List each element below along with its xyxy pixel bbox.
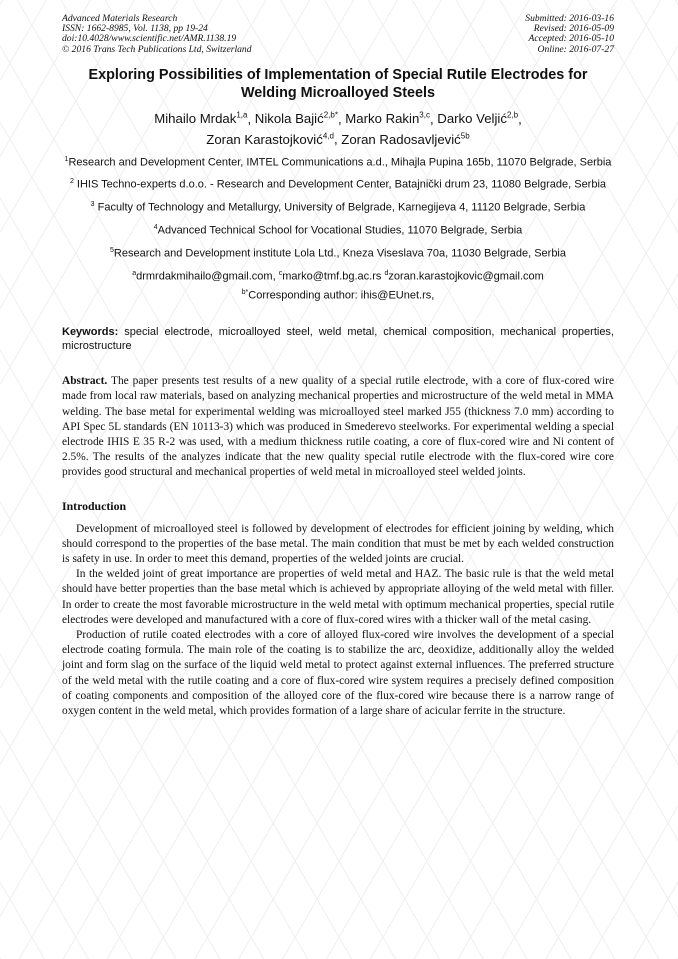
paragraph: In the welded joint of great importance are properties of weld metal and HAZ. The basic rule is that the weld metal should have better properties than the base metal which is achieved by appropriate alloying of the weld metal with filler. In order to create the most favorable microstructure in the weld metal with optimum mechanical properties, special rutile electrodes were developed and manufactured with a core of flux-cored wires with a thicker wall of the metal casing. — [62, 568, 614, 626]
email-link[interactable]: zoran.karastojkovic@gmail.com — [388, 270, 544, 283]
section-heading-introduction: Introduction — [62, 498, 127, 513]
affiliations — [62, 153, 614, 261]
affiliation: $^1$Research and Development Center, IMTEL Communications a.d., Mihajla Pupina 165b, 11070 Belgrade, Serbia — [64, 155, 612, 169]
author: Darko Veljić$^{2,b}$ — [437, 110, 519, 127]
issn: ISSN: 1662-8985, Vol. 1138, pp 19-24 — [62, 23, 208, 35]
author: Marko Rakin$^{3,c}$ — [345, 110, 430, 127]
email-link[interactable]: marko@tmf.bg.ac.rs — [282, 270, 385, 283]
copyright: © 2016 Trans Tech Publications Ltd, Switzerland — [62, 43, 252, 55]
journal-header — [62, 14, 614, 55]
affiliation: $^5$Research and Development institute Lola Ltd., Kneza Viseslava 70a, 11030 Belgrade, Serbia — [109, 247, 566, 260]
doi: doi:10.4028/www.scientific.net/AMR.1138.19 — [62, 33, 237, 45]
keywords-text: special electrode, microalloyed steel, weld metal, chemical composition, mechanical properties, microstructure — [62, 326, 614, 353]
corresponding-author: $^{b*}$Corresponding author: ihis@EUnet.rs, — [241, 288, 435, 302]
dates-info — [525, 14, 614, 55]
paragraph: Development of microalloyed steel is followed by development of electrodes for efficient joining by welding, which should correspond to the properties of the base metal. The main condition that must be met by each welded construction is safety in use. In order to meet this demand, properties of the welded joints are crucial. — [62, 522, 614, 566]
affiliation: $^4$Advanced Technical School for Vocational Studies, 11070 Belgrade, Serbia — [153, 224, 523, 237]
paper-title: Exploring Possibilities of Implementation of Special Rutile Electrodes for Welding Microalloyed Steels — [88, 66, 588, 101]
abstract-label: Abstract. — [62, 375, 108, 388]
accepted-date: Accepted: 2016-05-10 — [528, 33, 614, 45]
journal-name: Advanced Materials Research — [62, 13, 178, 24]
introduction-body — [62, 522, 614, 720]
author: Zoran Karastojković$^{4,d}$ — [206, 131, 334, 147]
email-link[interactable]: drmrdakmihailo@gmail.com, — [136, 270, 279, 283]
affiliation: $^3$ Faculty of Technology and Metallurgy, University of Belgrade, Karnegijeva 4, 11120 Belgrade, Serbia — [90, 201, 586, 214]
journal-info — [62, 14, 252, 55]
submitted-date: Submitted: 2016-03-16 — [525, 13, 614, 24]
email-list: $^a$drmrdakmihailo@gmail.com, $^c$marko@tmf.bg.ac.rs $^d$zoran.karastojkovic@gmail.com — [132, 269, 544, 283]
keywords-label: Keywords: — [62, 326, 119, 339]
online-date: Online: 2016-07-27 — [537, 43, 614, 55]
author-list: Mihailo Mrdak$^{1,a}$, Nikola Bajić$^{2,b*}$, Marko Rakin$^{3,c}$, Darko Veljić$^{2,b}$, Zoran Karastojković$^{4,d}$, Zoran Radosavljević$^{5b}$ — [154, 110, 522, 147]
author: Nikola Bajić$^{2,b*}$ — [254, 110, 338, 127]
abstract — [62, 374, 614, 480]
keywords — [62, 325, 614, 353]
author: Mihailo Mrdak$^{1,a}$ — [154, 110, 248, 127]
abstract-text: The paper presents test results of a new quality of a special rutile electrode, with a core of flux-cored wire made from local raw materials, based on analyzing mechanical properties and microstructure of the weld metal in MMA welding. The base metal for experimental welding was microalloyed steel marked J55 (thickness 7.0 mm) according to API Spec 5L standards (EN 10113-3) which was produced in Smederevo steelworks. For experimental welding a special electrode IHIS E 35 R-2 was used, with a medium thickness rutile coating, a core of flux-cored wire and Ni content of 2.5%. The results of the analyzes indicate that the new quality special rutile electrode with the flux-cored wire core provides good structural and mechanical properties of weld metal in microalloyed steel welded joints. — [62, 375, 614, 479]
affiliation: $^2$ IHIS Techno-experts d.o.o. - Research and Development Center, Batajnički drum 23, 11080 Belgrade, Serbia — [69, 178, 607, 192]
paragraph: Production of rutile coated electrodes with a core of alloyed flux-cored wire involves the development of a special electrode coating formula. The main role of the coating is to stabilize the arc, deoxidize, additionally alloy the welded joint and form slag on the surface of the liquid weld metal to protect against external influences. The preferred structure of the weld metal with the rutile coating and a core of flux-cored wire system requires a precisely defined composition of coating components and composition of the alloyed core of the flux-cored wire because there is a narrow range of oxygen content in the weld metal, which provides formation of a large share of acicular ferrite in the structure. — [62, 629, 614, 718]
revised-date: Revised: 2016-05-09 — [533, 23, 614, 35]
paper-page — [62, 14, 614, 719]
author: Zoran Radosavljević$^{5b}$ — [341, 131, 470, 147]
